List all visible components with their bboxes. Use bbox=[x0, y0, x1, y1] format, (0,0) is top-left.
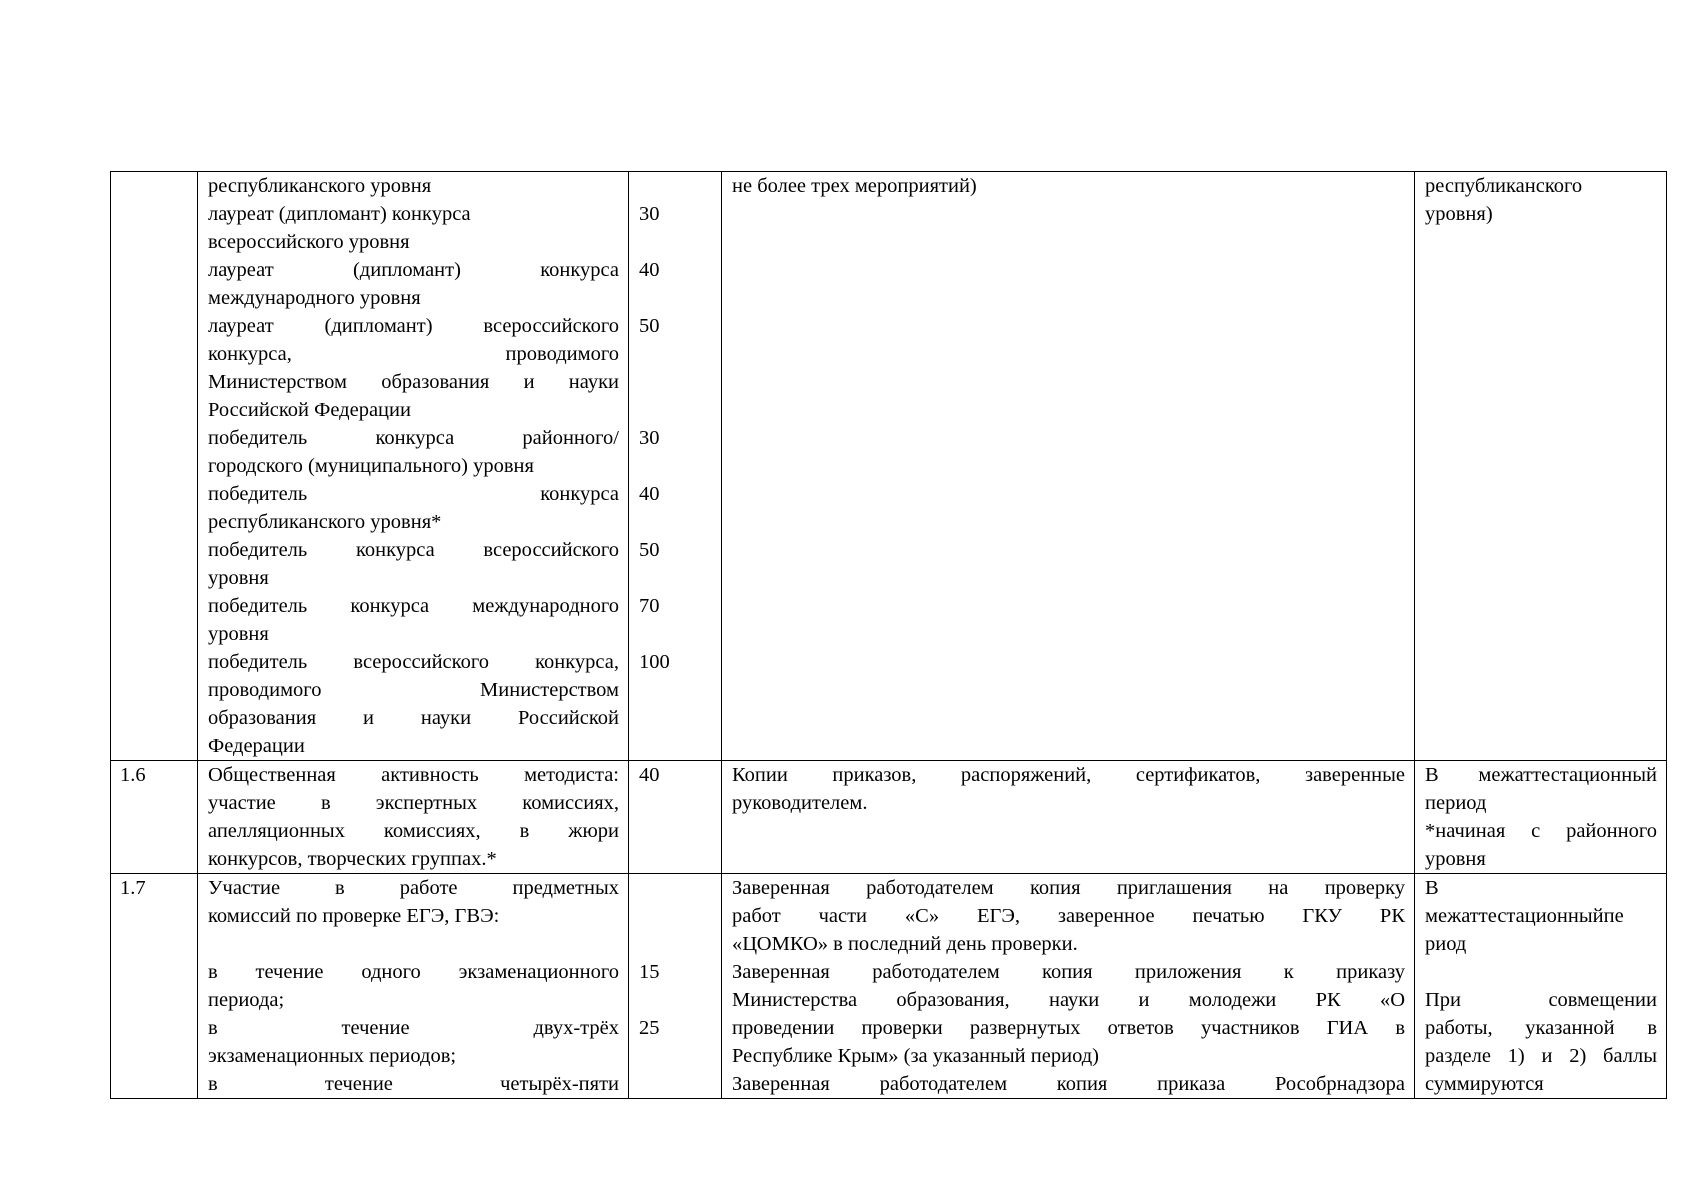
points-value bbox=[629, 874, 721, 902]
criterion-text-line: Участие в работе предметных bbox=[208, 877, 619, 899]
criterion-text-line: участие в экспертных комиссиях, bbox=[208, 792, 619, 814]
documents-text-line: Заверенная работодателем копия приложения к приказу bbox=[732, 961, 1405, 983]
note-text-line: уровня bbox=[1425, 848, 1486, 870]
note-text-line: республиканского bbox=[1425, 175, 1583, 197]
points-value: 100 bbox=[639, 651, 670, 673]
documents-text-line: Республике Крым» (за указанный период) bbox=[732, 1045, 1099, 1067]
note-text-line: суммируются bbox=[1425, 1073, 1544, 1095]
points-value: 70 bbox=[639, 595, 660, 617]
points-cell bbox=[629, 874, 722, 1099]
points-value bbox=[629, 172, 721, 200]
criterion-text-line: уровня bbox=[208, 567, 269, 589]
criteria-table bbox=[110, 171, 1667, 1099]
points-value bbox=[629, 508, 721, 536]
documents-text-line: работ части «С» ЕГЭ, заверенное печатью ГКУ РК bbox=[732, 905, 1405, 927]
criterion-text-line: республиканского уровня* bbox=[208, 511, 442, 533]
row-number bbox=[120, 172, 188, 200]
criterion-text-line: апелляционных комиссиях, в жюри bbox=[208, 820, 619, 842]
points-value bbox=[629, 564, 721, 592]
criterion-text-line: международного уровня bbox=[208, 287, 421, 309]
criterion-description-cell bbox=[198, 172, 629, 761]
points-value bbox=[629, 1042, 721, 1070]
points-value bbox=[629, 704, 721, 732]
points-cell bbox=[629, 761, 722, 874]
note-text-line: уровня) bbox=[1425, 203, 1493, 225]
points-value bbox=[629, 845, 721, 873]
documents-text-line: Заверенная работодателем копия приглашения на проверку bbox=[732, 877, 1405, 899]
note-text-line: При совмещении bbox=[1425, 989, 1657, 1011]
criterion-text-line: проводимого Министерством bbox=[208, 679, 619, 701]
documents-text-line: Министерства образования, науки и молодежи РК «О bbox=[732, 989, 1405, 1011]
points-value: 40 bbox=[639, 259, 660, 281]
criterion-text-line: победитель конкурса bbox=[208, 483, 619, 505]
criterion-text-line: победитель конкурса районного/ bbox=[208, 427, 619, 449]
points-value: 30 bbox=[639, 427, 660, 449]
criterion-description-cell bbox=[198, 761, 629, 874]
criterion-text-line: в течение одного экзаменационного bbox=[208, 961, 619, 983]
criterion-text-line bbox=[198, 930, 628, 958]
note-text-line: В межаттестационный bbox=[1425, 764, 1657, 786]
points-cell bbox=[629, 172, 722, 761]
note-cell bbox=[1415, 761, 1667, 874]
documents-cell bbox=[722, 172, 1415, 761]
row-number-cell bbox=[111, 874, 198, 1099]
note-text-line: В bbox=[1425, 877, 1439, 899]
criterion-text-line: лауреат (дипломант) всероссийского bbox=[208, 315, 619, 337]
row-number: 1.7 bbox=[120, 877, 146, 899]
points-value: 40 bbox=[639, 764, 660, 786]
note-cell bbox=[1415, 172, 1667, 761]
table-row bbox=[111, 874, 1667, 1099]
documents-cell bbox=[722, 761, 1415, 874]
points-value bbox=[629, 452, 721, 480]
documents-text-line: Копии приказов, распоряжений, сертификатов, заверенные bbox=[732, 764, 1405, 786]
criterion-text-line: конкурсов, творческих группах.* bbox=[208, 848, 497, 870]
table-row bbox=[111, 172, 1667, 761]
points-value bbox=[629, 789, 721, 817]
criterion-text-line: периода; bbox=[208, 989, 285, 1011]
note-text-line bbox=[1415, 958, 1666, 986]
criterion-text-line: городского (муниципального) уровня bbox=[208, 455, 534, 477]
points-value bbox=[629, 930, 721, 958]
criterion-text-line: экзаменационных периодов; bbox=[208, 1045, 457, 1067]
points-value: 50 bbox=[639, 539, 660, 561]
points-value bbox=[629, 902, 721, 930]
criterion-text-line: конкурса, проводимого bbox=[208, 343, 619, 365]
documents-cell bbox=[722, 874, 1415, 1099]
criterion-text-line: лауреат (дипломант) конкурса bbox=[208, 203, 471, 225]
points-value: 50 bbox=[639, 315, 660, 337]
points-value: 30 bbox=[639, 203, 660, 225]
documents-text-line: руководителем. bbox=[732, 792, 868, 814]
points-value bbox=[629, 1070, 721, 1098]
documents-text-line: Заверенная работодателем копия приказа Рособрнадзора bbox=[732, 1073, 1405, 1095]
points-value: 15 bbox=[639, 961, 660, 983]
criterion-text-line: победитель конкурса международного bbox=[208, 595, 619, 617]
criterion-text-line: в течение двух-трёх bbox=[208, 1017, 619, 1039]
note-text-line: межаттестационныйпе bbox=[1425, 905, 1624, 927]
points-value bbox=[629, 620, 721, 648]
criterion-text-line: Министерством образования и науки bbox=[208, 371, 619, 393]
points-value bbox=[629, 340, 721, 368]
criterion-text-line: уровня bbox=[208, 623, 269, 645]
row-number-cell bbox=[111, 761, 198, 874]
criteria-table-body bbox=[111, 172, 1667, 1099]
note-text-line: период bbox=[1425, 792, 1487, 814]
table-row bbox=[111, 761, 1667, 874]
documents-text-line: проведении проверки развернутых ответов участников ГИА в bbox=[732, 1017, 1405, 1039]
points-value bbox=[629, 284, 721, 312]
points-value: 40 bbox=[639, 483, 660, 505]
criterion-text-line: Общественная активность методиста: bbox=[208, 764, 619, 786]
points-value: 25 bbox=[639, 1017, 660, 1039]
criterion-text-line: в течение четырёх-пяти bbox=[208, 1073, 619, 1095]
criterion-text-line: всероссийского уровня bbox=[208, 231, 410, 253]
documents-text-line: «ЦОМКО» в последний день проверки. bbox=[732, 933, 1078, 955]
points-value bbox=[629, 732, 721, 760]
points-value bbox=[629, 817, 721, 845]
points-value bbox=[629, 676, 721, 704]
criterion-text-line: республиканского уровня bbox=[208, 175, 432, 197]
criterion-text-line: Российской Федерации bbox=[208, 399, 411, 421]
row-number: 1.6 bbox=[120, 764, 146, 786]
points-value bbox=[629, 368, 721, 396]
note-text-line: работы, указанной в bbox=[1425, 1017, 1657, 1039]
note-text-line: разделе 1) и 2) баллы bbox=[1425, 1045, 1657, 1067]
documents-text-line: не более трех мероприятий) bbox=[732, 175, 977, 197]
points-value bbox=[629, 396, 721, 424]
note-text-line: риод bbox=[1425, 933, 1467, 955]
criterion-text-line: Федерации bbox=[208, 735, 305, 757]
row-number-cell bbox=[111, 172, 198, 761]
criterion-description-cell bbox=[198, 874, 629, 1099]
criterion-text-line: победитель конкурса всероссийского bbox=[208, 539, 619, 561]
points-value bbox=[629, 986, 721, 1014]
criterion-text-line: победитель всероссийского конкурса, bbox=[208, 651, 619, 673]
criterion-text-line: образования и науки Российской bbox=[208, 707, 619, 729]
points-value bbox=[629, 228, 721, 256]
note-text-line: *начиная с районного bbox=[1425, 820, 1657, 842]
criterion-text-line: комиссий по проверке ЕГЭ, ГВЭ: bbox=[208, 905, 500, 927]
criterion-text-line: лауреат (дипломант) конкурса bbox=[208, 259, 619, 281]
note-cell bbox=[1415, 874, 1667, 1099]
